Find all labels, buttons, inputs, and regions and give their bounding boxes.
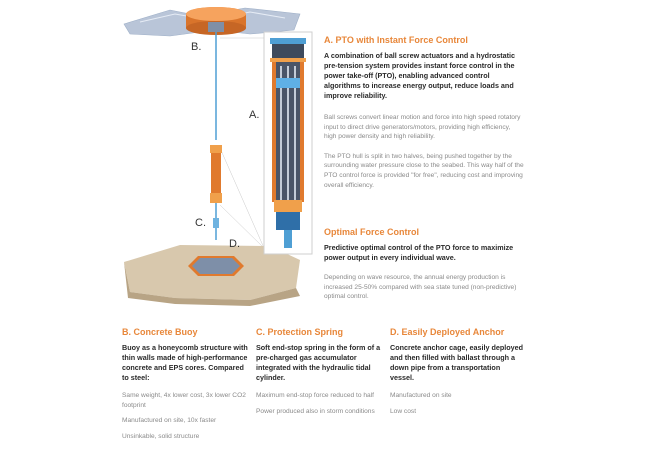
label-c: C. [195,217,206,229]
pto-lead: A combination of ball screw actuators and a hydrostatic pre-tension system provides instant force control in the power take-off (PTO), enabling advanced control algorithms to increase energy output, reduce loads and improve reliability. [324,51,516,100]
anchor-heading: D. Easily Deployed Anchor [390,327,505,337]
buoy-heading: B. Concrete Buoy [122,327,198,337]
optimal-paragraph: Depending on wave resource, the annual energy production is increased 25-50% compared with sea state tuned (non-predictive) optimal control. [324,274,517,301]
spring-heading: C. Protection Spring [256,327,344,337]
buoy-item: Same weight, 4x lower cost, 3x lower CO2 footprint [122,392,246,409]
pto-paragraph-1: Ball screws convert linear motion and force into high speed rotatory input to direct drive generators/motors, providing high efficiency, high power density and high reliability. [324,114,521,141]
optimal-section [324,227,524,302]
spring-item: Maximum end-stop force reduced to half [256,392,375,399]
spring-item: Power produced also in storm conditions [256,407,375,415]
pto-paragraph-2: The PTO hull is split in two halves, being pushed together by the surrounding water pressure close to the seabed. This way half of the PTO control force is provided "for free", reducing cost and improving overall efficiency. [324,152,524,189]
label-d: D. [229,238,240,250]
optimal-lead: Predictive optimal control of the PTO force to maximize power output in every individual wave. [324,243,514,262]
buoy-section [122,327,250,441]
buoy-item: Manufactured on site, 10x faster [122,417,217,425]
buoy-lead: Buoy as a honeycomb structure with thin walls made of high-performance concrete and EPS cores. Compared to steel: [122,343,248,382]
buoy-item: Unsinkable, solid structure [122,432,200,440]
label-b: B. [191,41,202,53]
pto-section [324,35,524,190]
anchor-lead: Concrete anchor cage, easily deployed and then filled with ballast through a down pipe from a transportation vessel. [390,343,524,382]
anchor-item: Manufactured on site [390,392,452,399]
anchor-item: Low cost [390,407,417,415]
pto-heading: A. PTO with Instant Force Control [324,35,468,45]
label-a: A. [249,109,260,121]
anchor-section [390,327,524,416]
optimal-heading: Optimal Force Control [324,227,420,237]
spring-section [256,327,384,416]
spring-lead: Soft end-stop spring in the form of a pre-charged gas accumulator integrated with the hydraulic tidal cylinder. [256,343,381,382]
